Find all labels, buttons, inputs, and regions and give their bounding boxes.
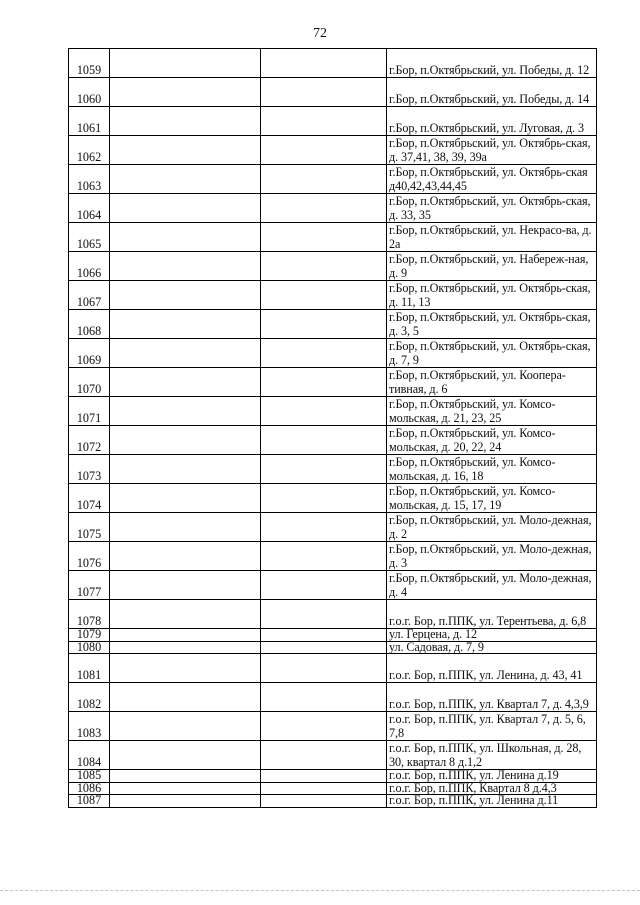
empty-cell xyxy=(110,252,261,281)
table-row xyxy=(69,136,597,165)
empty-cell xyxy=(261,78,387,107)
row-number: 1076 xyxy=(69,542,110,571)
address-cell: г.Бор, п.Октябрьский, ул. Комсо-мольская, д. 15, 17, 19 xyxy=(387,484,597,513)
table-row xyxy=(69,252,597,281)
empty-cell xyxy=(110,683,261,712)
empty-cell xyxy=(110,629,261,642)
address-cell: г.Бор, п.Октябрьский, ул. Моло-дежная, д. 4 xyxy=(387,571,597,600)
empty-cell xyxy=(261,281,387,310)
row-number: 1072 xyxy=(69,426,110,455)
address-cell: ул. Садовая, д. 7, 9 xyxy=(387,641,597,654)
empty-cell xyxy=(110,641,261,654)
empty-cell xyxy=(261,223,387,252)
empty-cell xyxy=(261,49,387,78)
empty-cell xyxy=(110,165,261,194)
table-row xyxy=(69,513,597,542)
empty-cell xyxy=(261,782,387,795)
table-row xyxy=(69,795,597,808)
empty-cell xyxy=(110,78,261,107)
empty-cell xyxy=(110,339,261,368)
empty-cell xyxy=(261,712,387,741)
empty-cell xyxy=(261,795,387,808)
empty-cell xyxy=(110,542,261,571)
row-number: 1086 xyxy=(69,782,110,795)
row-number: 1059 xyxy=(69,49,110,78)
table-row xyxy=(69,629,597,642)
address-cell: г.Бор, п.Октябрьский, ул. Луговая, д. 3 xyxy=(387,107,597,136)
row-number: 1063 xyxy=(69,165,110,194)
scan-artifact-line xyxy=(0,890,640,891)
table-row xyxy=(69,310,597,339)
address-cell: г.Бор, п.Октябрьский, ул. Комсо-мольская, д. 21, 23, 25 xyxy=(387,397,597,426)
empty-cell xyxy=(261,107,387,136)
row-number: 1064 xyxy=(69,194,110,223)
row-number: 1085 xyxy=(69,770,110,783)
address-cell: г.Бор, п.Октябрьский, ул. Комсо-мольская, д. 16, 18 xyxy=(387,455,597,484)
empty-cell xyxy=(261,654,387,683)
empty-cell xyxy=(110,600,261,629)
address-cell: г.о.г. Бор, п.ППК, ул. Квартал 7, д. 5, 6, 7,8 xyxy=(387,712,597,741)
empty-cell xyxy=(110,223,261,252)
empty-cell xyxy=(110,712,261,741)
address-cell: г.Бор, п.Октябрьский, ул. Комсо-мольская, д. 20, 22, 24 xyxy=(387,426,597,455)
empty-cell xyxy=(261,484,387,513)
row-number: 1075 xyxy=(69,513,110,542)
empty-cell xyxy=(110,513,261,542)
row-number: 1081 xyxy=(69,654,110,683)
empty-cell xyxy=(110,107,261,136)
row-number: 1071 xyxy=(69,397,110,426)
empty-cell xyxy=(261,741,387,770)
table-row xyxy=(69,107,597,136)
address-cell: г.Бор, п.Октябрьский, ул. Октябрь-ская, д. 37,41, 38, 39, 39а xyxy=(387,136,597,165)
empty-cell xyxy=(261,542,387,571)
address-cell: г.Бор, п.Октябрьский, ул. Октябрь-ская, д. 11, 13 xyxy=(387,281,597,310)
page-number: 72 xyxy=(313,26,327,41)
empty-cell xyxy=(110,426,261,455)
empty-cell xyxy=(261,426,387,455)
address-cell: г.о.г. Бор, п.ППК, ул. Ленина д.19 xyxy=(387,770,597,783)
empty-cell xyxy=(110,281,261,310)
empty-cell xyxy=(110,49,261,78)
empty-cell xyxy=(110,136,261,165)
table-row xyxy=(69,223,597,252)
table-row xyxy=(69,654,597,683)
address-cell: г.о.г. Бор, п.ППК, ул. Ленина д.11 xyxy=(387,795,597,808)
empty-cell xyxy=(110,782,261,795)
row-number: 1080 xyxy=(69,641,110,654)
row-number: 1060 xyxy=(69,78,110,107)
address-cell: г.Бор, п.Октябрьский, ул. Октябрь-ская, д. 7, 9 xyxy=(387,339,597,368)
row-number: 1079 xyxy=(69,629,110,642)
address-cell: г.Бор, п.Октябрьский, ул. Октябрь-ская, д. 33, 35 xyxy=(387,194,597,223)
address-cell: г.Бор, п.Октябрьский, ул. Коопера-тивная, д. 6 xyxy=(387,368,597,397)
empty-cell xyxy=(261,770,387,783)
empty-cell xyxy=(261,455,387,484)
empty-cell xyxy=(261,194,387,223)
row-number: 1078 xyxy=(69,600,110,629)
address-cell: г.Бор, п.Октябрьский, ул. Победы, д. 12 xyxy=(387,49,597,78)
empty-cell xyxy=(110,795,261,808)
table-row xyxy=(69,683,597,712)
empty-cell xyxy=(261,368,387,397)
row-number: 1065 xyxy=(69,223,110,252)
table-row xyxy=(69,426,597,455)
empty-cell xyxy=(261,397,387,426)
empty-cell xyxy=(261,683,387,712)
table-row xyxy=(69,194,597,223)
empty-cell xyxy=(110,770,261,783)
empty-cell xyxy=(110,194,261,223)
empty-cell xyxy=(261,136,387,165)
address-cell: г.Бор, п.Октябрьский, ул. Моло-дежная, д. 2 xyxy=(387,513,597,542)
row-number: 1074 xyxy=(69,484,110,513)
address-cell: ул. Герцена, д. 12 xyxy=(387,629,597,642)
table-row xyxy=(69,49,597,78)
row-number: 1077 xyxy=(69,571,110,600)
table-row xyxy=(69,571,597,600)
empty-cell xyxy=(110,397,261,426)
table-row xyxy=(69,368,597,397)
empty-cell xyxy=(110,484,261,513)
table-row xyxy=(69,741,597,770)
table-row xyxy=(69,165,597,194)
row-number: 1073 xyxy=(69,455,110,484)
table-row xyxy=(69,339,597,368)
table-row xyxy=(69,281,597,310)
row-number: 1061 xyxy=(69,107,110,136)
row-number: 1067 xyxy=(69,281,110,310)
row-number: 1087 xyxy=(69,795,110,808)
empty-cell xyxy=(261,339,387,368)
empty-cell xyxy=(110,741,261,770)
table-row xyxy=(69,712,597,741)
empty-cell xyxy=(110,654,261,683)
table-row xyxy=(69,542,597,571)
empty-cell xyxy=(261,252,387,281)
row-number: 1082 xyxy=(69,683,110,712)
table-row xyxy=(69,641,597,654)
empty-cell xyxy=(261,310,387,339)
row-number: 1070 xyxy=(69,368,110,397)
empty-cell xyxy=(261,513,387,542)
empty-cell xyxy=(261,629,387,642)
address-cell: г.о.г. Бор, п.ППК, ул. Школьная, д. 28, 30, квартал 8 д.1,2 xyxy=(387,741,597,770)
empty-cell xyxy=(110,368,261,397)
row-number: 1068 xyxy=(69,310,110,339)
row-number: 1083 xyxy=(69,712,110,741)
address-cell: г.Бор, п.Октябрьский, ул. Победы, д. 14 xyxy=(387,78,597,107)
address-table xyxy=(68,48,597,808)
address-table-body xyxy=(69,49,597,808)
empty-cell xyxy=(110,310,261,339)
address-cell: г.Бор, п.Октябрьский, ул. Октябрь-ская д40,42,43,44,45 xyxy=(387,165,597,194)
address-cell: г.о.г. Бор, п.ППК, ул. Терентьева, д. 6,8 xyxy=(387,600,597,629)
table-row xyxy=(69,600,597,629)
address-cell: г.Бор, п.Октябрьский, ул. Моло-дежная, д. 3 xyxy=(387,542,597,571)
table-row xyxy=(69,484,597,513)
empty-cell xyxy=(110,455,261,484)
empty-cell xyxy=(110,571,261,600)
address-cell: г.о.г. Бор, п.ППК, ул. Квартал 7, д. 4,3,9 xyxy=(387,683,597,712)
table-row xyxy=(69,397,597,426)
table-row xyxy=(69,455,597,484)
row-number: 1062 xyxy=(69,136,110,165)
table-row xyxy=(69,78,597,107)
empty-cell xyxy=(261,165,387,194)
address-cell: г.Бор, п.Октябрьский, ул. Некрасо-ва, д. 2а xyxy=(387,223,597,252)
address-cell: г.о.г. Бор, п.ППК, Квартал 8 д.4,3 xyxy=(387,782,597,795)
address-cell: г.о.г. Бор, п.ППК, ул. Ленина, д. 43, 41 xyxy=(387,654,597,683)
empty-cell xyxy=(261,600,387,629)
row-number: 1069 xyxy=(69,339,110,368)
address-cell: г.Бор, п.Октябрьский, ул. Набереж-ная, д. 9 xyxy=(387,252,597,281)
row-number: 1084 xyxy=(69,741,110,770)
empty-cell xyxy=(261,571,387,600)
row-number: 1066 xyxy=(69,252,110,281)
empty-cell xyxy=(261,641,387,654)
address-cell: г.Бор, п.Октябрьский, ул. Октябрь-ская, д. 3, 5 xyxy=(387,310,597,339)
